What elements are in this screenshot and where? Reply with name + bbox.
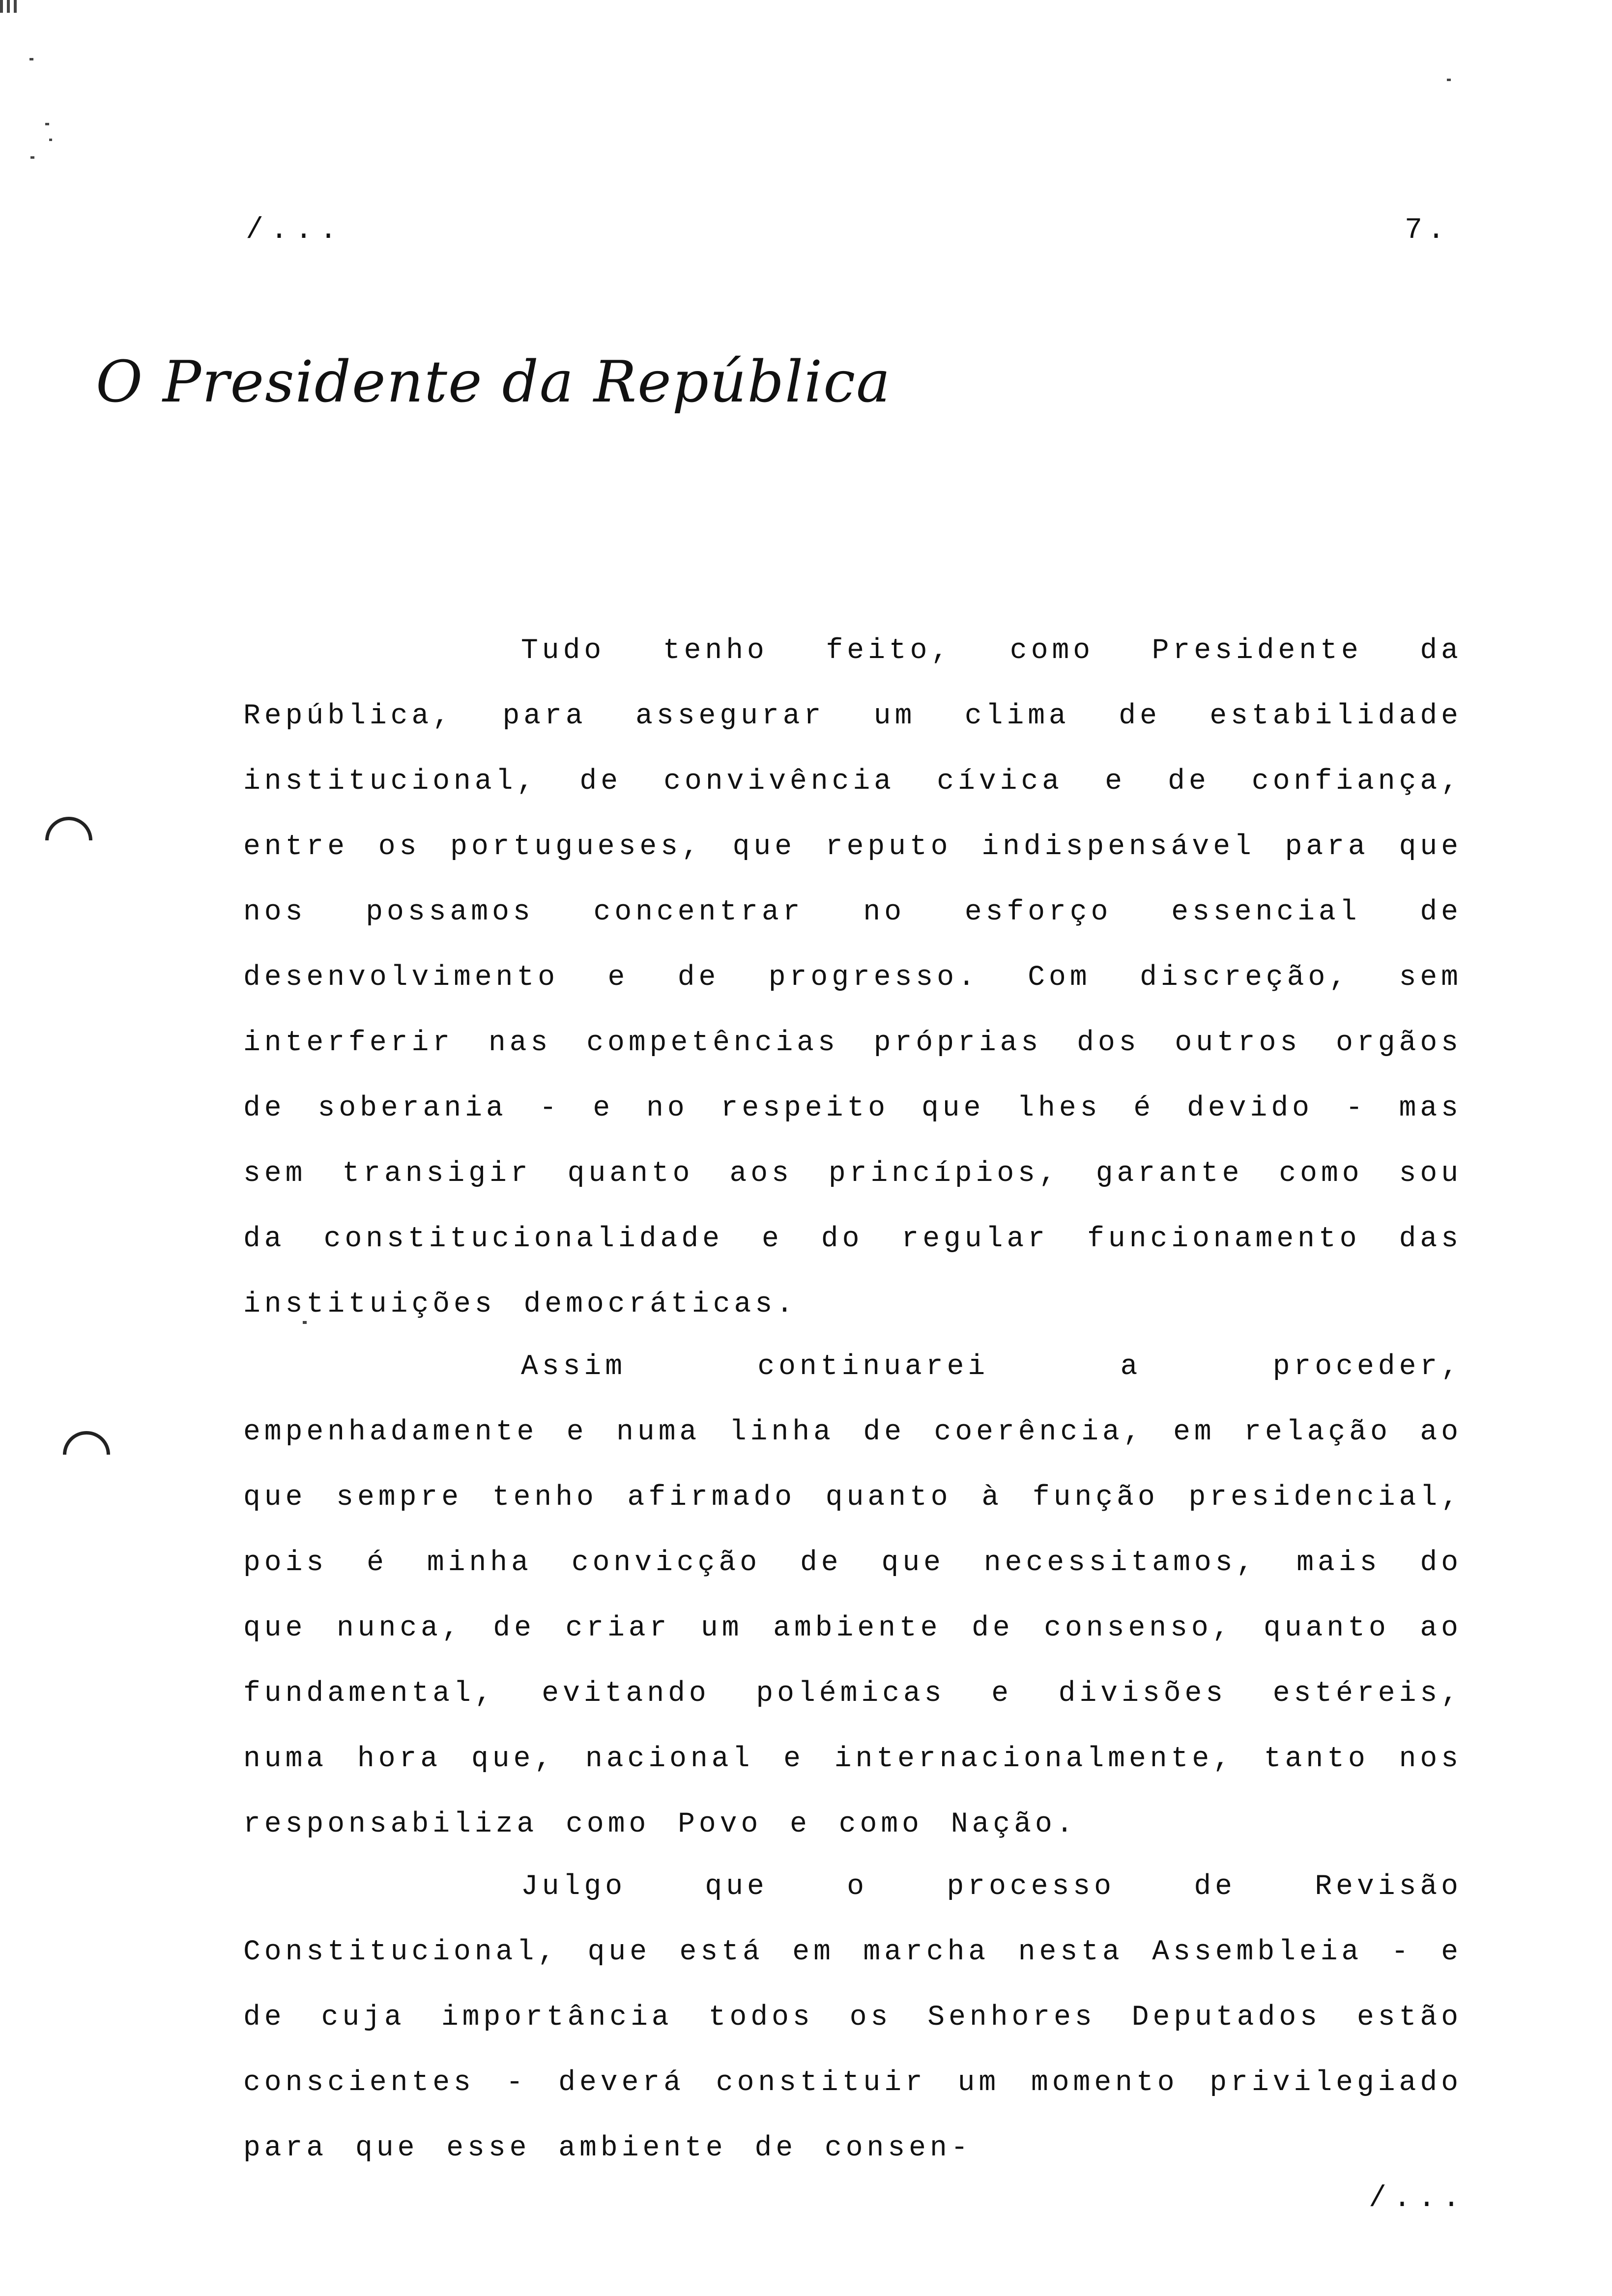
letterhead-title: O Presidente da República [96,349,892,415]
footer-continuation-mark: /... [1368,2182,1467,2215]
scan-dot [29,58,33,60]
scan-dot [30,156,34,159]
scan-dot [1447,79,1451,81]
body-paragraph-1-block [243,618,1462,1337]
scan-edge-mark [7,0,10,13]
scan-edge-mark [14,0,17,13]
punch-hole-mark [45,817,92,840]
body-paragraph: Tudo tenho feito, como Presidente da República, para assegurar um clima de estabilidade institucional, de convivência cívica e de confiança, entre os portugueses, que reputo indispensável para que nos possamos concentrar no esforço essencial de desenvolvimento e de progresso. Com discreção, sem interferir nas competências próprias dos outros orgãos de soberania - e no respeito que lhes é devido - mas sem transigir quanto aos princípios, garante como sou da constitucionalidade e do regular funcionamento das instituições democráticas. [243,635,1462,1320]
scan-edge-mark [0,0,3,13]
body-paragraph-2-block [243,1334,1462,1857]
body-paragraph: Assim continuarei a proceder, empenhadamente e numa linha de coerência, em relação ao que sempre tenho afirmado quanto à função presidencial, pois é minha convicção de que necessitamos, mais do que nunca, de criar um ambiente de consenso, quanto ao fundamental, evitando polémicas e divisões estéreis, numa hora que, nacional e internacionalmente, tanto nos responsabiliza como Povo e como Nação. [243,1351,1462,1840]
punch-hole-mark [63,1431,110,1455]
body-paragraph: Julgo que o processo de Revisão Constitucional, que está em marcha nesta Assembleia - e de cuja importância todos os Senhores Deputados estão conscientes - deverá constituir um momento privilegiado para que esse ambiente de consen- [243,1871,1462,2164]
body-paragraph-3-block [243,1854,1462,2181]
header-continuation-mark: /... [246,214,345,247]
page-number: 7. [1404,214,1450,247]
scan-dot [49,139,52,141]
scan-dot [45,123,49,125]
